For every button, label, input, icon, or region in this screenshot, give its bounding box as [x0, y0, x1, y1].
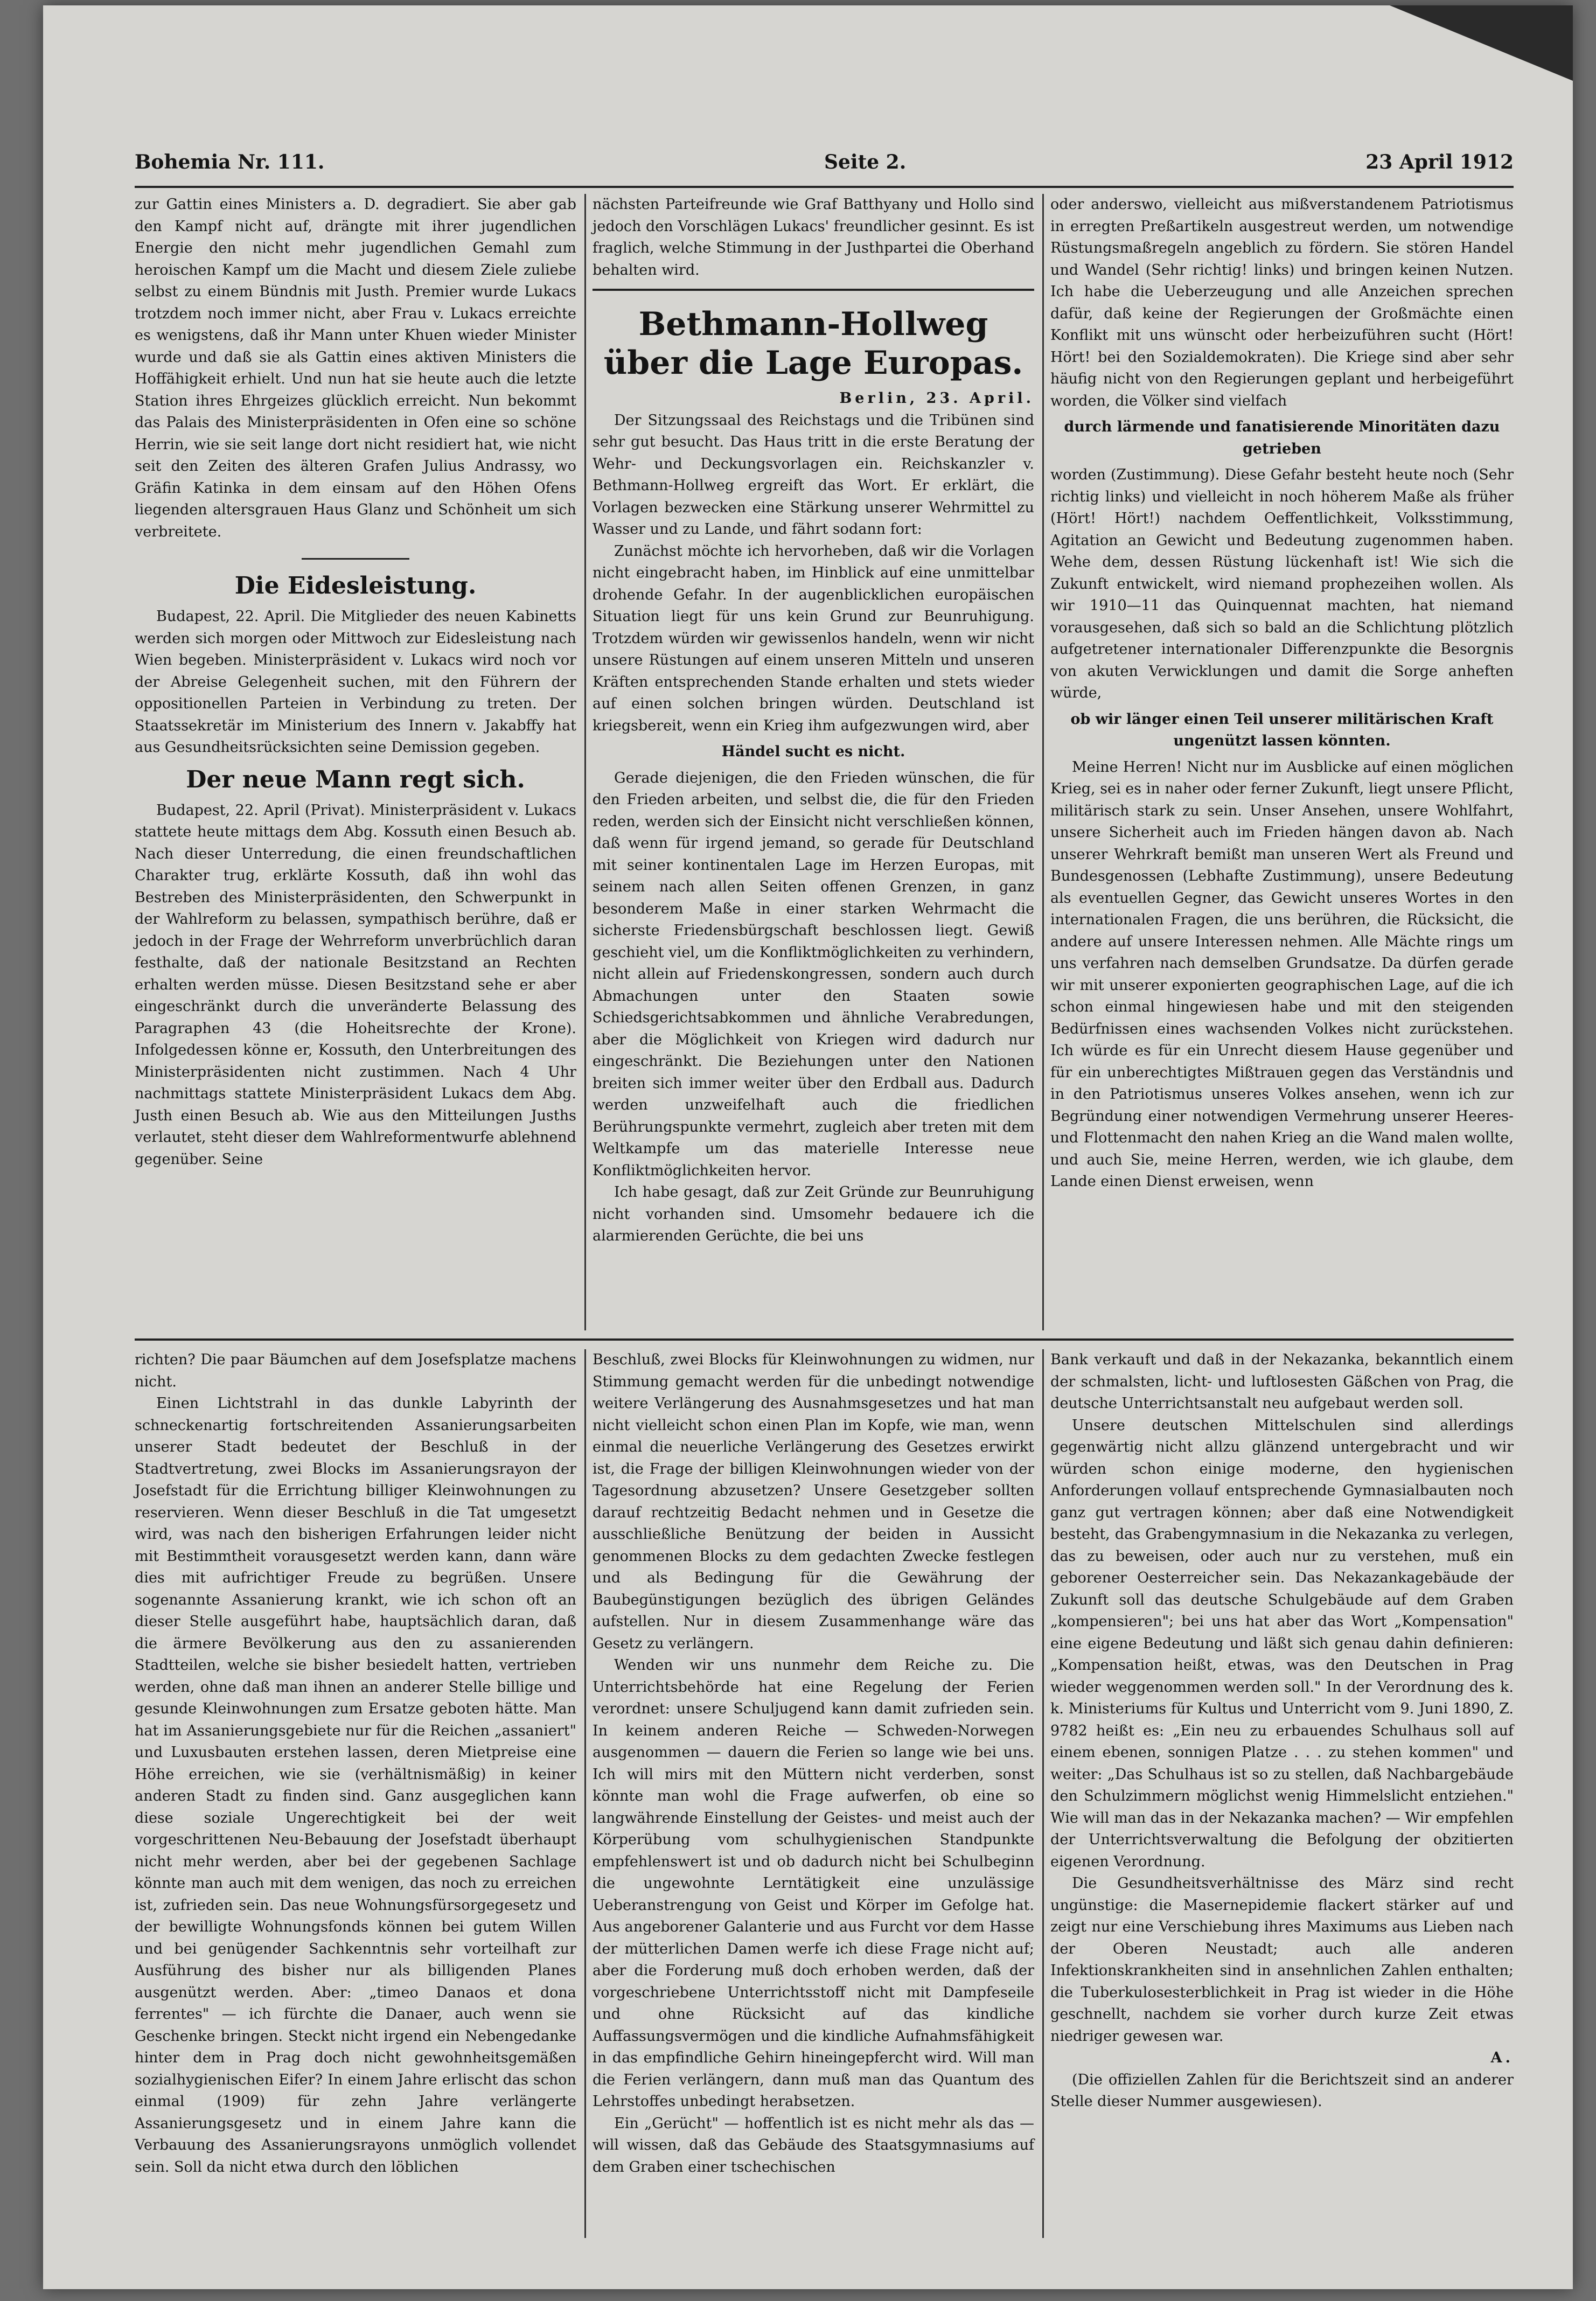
subheading: ob wir länger einen Teil unserer militärischen Kraft ungenützt lassen könnten. [1070, 710, 1494, 749]
article-paragraph: Ich habe gesagt, daß zur Zeit Gründe zur Beunruhigung nicht vorhanden sind. Umsomehr bedauere ich die alarmierenden Gerüchte, die bei uns [593, 1184, 1034, 1244]
author-signature: A. [1490, 2049, 1514, 2066]
article-paragraph: Wenden wir uns nunmehr dem Reiche zu. Die Unterrichtsbehörde hat eine Regelung der Ferien verordnet: unsere Schuljugend kann damit zufrieden sein. In keinem anderen Reiche — Schweden-Norwegen ausgenommen — dauern die Ferien so lange wie bei uns. Ich will mirs mit den Müttern nicht verderben, sonst könnte man wohl die Frage aufwerfen, ob eine so langwährende Einstellung der Geistes- und meist auch der Körperübung vom schulhygienischen Standpunkte empfehlenswert ist und ob dadurch nicht bei Schulbeginn die ungewohnte Lerntätigkeit eine unzulässige Ueberanstrengung von Geist und Körper im Gefolge hat. Aus angeborener Galanterie und aus Furcht vor dem Hasse der mütterlichen Damen werfe ich diese Frage nicht auf; aber die Forderung muß doch erhoben werden, daß der vorgeschriebene Unterrichtsstoff nicht mit Dampfeseile und ohne Rücksicht auf das kindliche Auffassungsvermögen und die kindliche Aufnahmsfähigkeit in das empfindliche Gehirn hineingepfercht wird. Will man die Ferien verlängern, dann muß man das Quantum des Lehrstoffes unbedingt herabsetzen. [593, 1657, 1034, 2110]
article-paragraph: Budapest, 22. April. Die Mitglieder des neuen Kabinetts werden sich morgen oder Mittwoch zur Eidesleistung nach Wien begeben. Ministerpräsident v. Lukacs wird noch vor der Abreise Gelegenheit suchen, mit den Führern der oppositionellen Parteien in Verbindung zu treten. Der Staatssekretär im Ministerium des Innern v. Jakabffy hat aus Gesundheitsrücksichten seine Demission gegeben. [135, 608, 576, 756]
header-rule [135, 186, 1514, 188]
article-paragraph: Bank verkauft und daß in der Nekazanka, bekanntlich einem der schmalsten, licht- und luftlosesten Gäßchen von Prag, die deutsche Unterrichtsanstalt neu aufgebaut werden soll. [1050, 1351, 1514, 1412]
article-paragraph: Meine Herren! Nicht nur im Ausblicke auf einen möglichen Krieg, sei es in naher oder ferner Zukunft, liegt unsere Pflicht, militärisch stark zu sein. Unser Ansehen, unsere Wohlfahrt, unsere Sicherheit auch im Frieden hängen davon ab. Nach unserer Wehrkraft bemißt man unseren Wert als Freund und Bundesgenossen (Lebhafte Zustimmung), unsere Bedeutung als eventuellen Gegner, das Gewicht unseres Wortes in den internationalen Fragen, die uns berühren, die Rücksicht, die andere auf unsere Interessen nehmen. Alle Mächte rings um uns verfahren nach demselben Grundsatze. Da dürfen gerade wir mit unserer exponierten geographischen Lage, auf die ich schon einmal hingewiesen habe und mit den steigenden Bedürfnissen eines wachsenden Volkes nicht zurückstehen. Ich würde es für ein Unrecht diesem Hause gegenüber und für ein unberechtigtes Mißtrauen gegen das Verständnis und in den Patriotismus unseres Volkes ansehen, wenn ich zur Begründung einer notwendigen Vermehrung unserer Heeres- und Flottenmacht den nahen Krieg an die Wand malen wollte, und auch Sie, meine Herren, werden, wie ich glaube, dem Lande einen Dienst erweisen, wenn [1050, 758, 1514, 1190]
footnote: (Die offiziellen Zahlen für die Berichtszeit sind an anderer Stelle dieser Nummer ausgewiesen). [1050, 2071, 1514, 2110]
subheading: durch lärmende und fanatisierende Minoritäten dazu getrieben [1064, 419, 1500, 457]
column-divider [1042, 194, 1044, 1330]
newspaper-page [43, 5, 1573, 2289]
article-paragraph: Beschluß, zwei Blocks für Kleinwohnungen zu widmen, nur Stimmung gemacht werden für die unbedingt notwendige weitere Verlängerung des Ausnahmsgesetzes und hat man nicht vielleicht schon einen Plan im Kopfe, wie man, wenn einmal die neuerliche Verlängerung des Gesetzes erwirkt ist, die Frage der billigen Kleinwohnungen wieder von der Tagesordnung abzusetzen? Unsere Gesetzgeber sollten darauf rechtzeitig Bedacht nehmen und in Gesetze die ausschließliche Benützung der beiden in Aussicht genommenen Blocks zu dem gedachten Zwecke festlegen und als Bedingung für die Gewährung der Baubegünstigungen bezüglich des übrigen Geländes aufstellen. Nur in diesem Zusammenhange wäre das Gesetz zu verlängern. [593, 1351, 1034, 1652]
article-paragraph: Unsere deutschen Mittelschulen sind allerdings gegenwärtig nicht allzu glänzend untergebracht und wir würden schon einige moderne, den hygienischen Anforderungen vollauf entsprechende Gymnasialbauten noch ganz gut vertragen können; aber daß eine Notwendigkeit besteht, das Grabengymnasium in die Nekazanka zu verlegen, das zu beweisen, oder auch nur zu verstehen, muß ein geborener Oesterreicher sein. Das Nekazankagebäude der Zukunft soll das deutsche Schulgebäude auf dem Graben „kompensieren"; bei uns hat aber das Wort „Kompensation" eine eigene Bedeutung und läßt sich genau dahin definieren: „Kompensation heißt, etwas, was den Deutschen in Prag wieder weggenommen werden soll." In der Verordnung des k. k. Ministeriums für Kultus und Unterricht vom 9. Juni 1890, Z. 9782 heißt es: „Ein neu zu erbauendes Schulhaus soll auf einem ebenen, sonnigen Platze . . . zu stehen kommen" und weiter: „Das Schulhaus ist so zu stellen, daß Nachbargebäude den Schulzimmern möglichst wenig Himmelslicht entziehen." Wie will man das in der Nekazanka machen? — Wir empfehlen der Unterrichtsverwaltung die Befolgung der obzitierten eigenen Verordnung. [1050, 1417, 1514, 1870]
column-3-upper [1050, 194, 1514, 1193]
article-paragraph: Der Sitzungssaal des Reichstags und die Tribünen sind sehr gut besucht. Das Haus tritt in die erste Beratung der Wehr- und Deckungsvorlagen ein. Reichskanzler v. Bethmann-Hollweg ergreift das Wort. Er erklärt, die Vorlagen bezwecken eine Stärkung unserer Wehrmittel zu Wasser und zu Lande, und fährt sodann fort: [593, 412, 1034, 538]
column-divider [584, 194, 586, 1330]
article-paragraph: Die Gesundheitsverhältnisse des März sind recht ungünstige: die Masernepidemie flackert stärker auf und zeigt nur eine Verschiebung ihres Maximums aus Lieben nach der Oberen Neustadt; auch alle anderen Infektionskrankheiten sind in ansehnlichen Zahlen enthalten; die Tuberkulosesterblichkeit in Prag ist wieder in die Höhe geschnellt, nachdem sie vorher durch kurze Zeit etwas niedriger gewesen war. [1050, 1875, 1514, 2045]
column-divider [1042, 1349, 1044, 2238]
headline-bethmann-hollweg: Bethmann-Hollweg über die Lage Europas. [603, 305, 1023, 382]
column-1-upper [135, 194, 576, 1170]
column-divider [584, 1349, 586, 2238]
folded-corner [1390, 5, 1573, 81]
article-paragraph: zur Gattin eines Ministers a. D. degradiert. Sie aber gab den Kampf nicht auf, drängte mit ihrer jugendlichen Energie den nicht mehr jugendlichen Gemahl zum heroischen Kampf um die Macht und diesem Ziele zuliebe selbst zu einem Bündnis mit Justh. Premier wurde Lukacs trotzdem noch immer nicht, aber Frau v. Lukacs erreichte es wenigstens, daß ihr Mann unter Khuen wieder Minister wurde und daß sie als Gattin eines aktiven Ministers die Hoffähigkeit erhielt. Und nun hat sie heute auch die letzte Station ihres Ehrgeizes glücklich erreicht. Nun bekommt das Palais des Ministerpräsidenten in Ofen eine so schöne Herrin, wie sie seit lange dort nicht residiert hat, wie nicht seit den Zeiten des älteren Grafen Julius Andrassy, wo Gräfin Katinka in dem einsam auf den Höhen Ofens liegenden altersgrauen Haus Glanz und Schönheit um sich verbreitete. [135, 196, 576, 540]
headline-block [593, 289, 1034, 382]
headline-eidesleistung: Die Eidesleistung. [234, 572, 477, 599]
article-paragraph: Zunächst möchte ich hervorheben, daß wir die Vorlagen nicht eingebracht haben, im Hinblick auf eine unmittelbar drohende Gefahr. In der augenblicklichen europäischen Situation liegt für uns kein Grund zur Beunruhigung. Trotzdem würden wir gewissenlos handeln, wenn wir nicht unsere Rüstungen auf einem unseren Mitteln und unseren Kräften entsprechenden Stande erhalten und stets wieder auf einen solchen bringen würden. Deutschland ist kriegsbereit, wenn ein Krieg ihm aufgezwungen wird, aber [593, 542, 1034, 734]
headline-neue-mann: Der neue Mann regt sich. [186, 765, 525, 793]
section-divider [302, 558, 409, 560]
header-page-number: Seite 2. [824, 151, 907, 173]
column-1-lower [135, 1349, 576, 2178]
article-paragraph: Budapest, 22. April (Privat). Ministerpräsident v. Lukacs stattete heute mittags dem Abg. Kossuth einen Besuch ab. Nach dieser Unterredung, die einen freundschaftlichen Charakter trug, erklärte Kossuth, daß ihn wohl das Bestreben des Ministerpräsidenten, den Schwerpunkt in der Wahlreform zu belassen, sympathisch berühre, daß er jedoch in der Frage der Wehrreform unverbrüchlich daran festhalte, daß der nationale Besitzstand an Rechten erhalten werden müsse. Diesen Besitzstand sehe er aber eingeschränkt durch die unveränderte Belassung des Paragraphen 43 (die Hoheitsrechte der Krone). Infolgedessen könne er, Kossuth, den Unterbreitungen des Ministerpräsidenten nicht zustimmen. Nach 4 Uhr nachmittags stattete Ministerpräsident Lukacs dem Abg. Justh einen Besuch ab. Wie aus den Mitteilungen Jusths verlautet, steht dieser dem Wahlreformentwurfe ablehnend gegenüber. Seine [135, 801, 576, 1168]
article-paragraph: worden (Zustimmung). Diese Gefahr besteht heute noch (Sehr richtig links) und vielleicht in noch höherem Maße als früher (Hört! Hört!) nachdem Oeffentlichkeit, Volksstimmung, Agitation an Gewicht und Bedeutung zugenommen haben. Wehe dem, dessen Rüstung lückenhaft ist! Wie sich die Zukunft entwickelt, wird niemand prophezeihen wollen. Als wir 1910—11 das Quinquennat machten, hat niemand vorausgesehen, daß sich so bald an die Schlichtung plötzlich aufgetretener internationaler Differenzpunkte die Besorgnis von akuten Verwicklungen und damit die Sorge anheften würde, [1050, 466, 1514, 701]
column-3-lower [1050, 1349, 1514, 2113]
column-2-upper [593, 194, 1034, 1247]
feuilleton-rule [135, 1338, 1514, 1341]
subheading: Händel sucht es nicht. [721, 743, 905, 760]
article-paragraph: Ein „Gerücht" — hoffentlich ist es nicht mehr als das — will wissen, daß das Gebäude des Staatsgymnasiums auf dem Graben einer tschechischen [593, 2115, 1034, 2176]
dateline: Berlin, 23. April. [839, 390, 1034, 407]
header-issue: Bohemia Nr. 111. [135, 151, 325, 173]
article-paragraph: richten? Die paar Bäumchen auf dem Josefsplatze machens nicht. [135, 1351, 576, 1390]
page-header [135, 151, 1514, 183]
column-2-lower [593, 1349, 1034, 2178]
article-paragraph: Gerade diejenigen, die den Frieden wünschen, die für den Frieden arbeiten, und selbst die, die für den Frieden reden, werden sich der Einsicht nicht verschließen können, daß wenn für irgend jemand, so gerade für Deutschland mit seiner kontinentalen Lage im Herzen Europas, mit seinem nach allen Seiten offenen Grenzen, in ganz besonderem Maße in einer starken Wehrmacht die sicherste Friedensbürgschaft beschlossen liegt. Gewiß geschieht viel, um die Konfliktmöglichkeiten zu verhindern, nicht allein auf Friedenskongressen, sondern auch durch Abmachungen unter den Staaten sowie Schiedsgerichtsabkommen und ähnliche Verabredungen, aber die Möglichkeit von Kriegen wird dadurch nur eingeschränkt. Die Beziehungen unter den Nationen breiten sich immer weiter über den Erdball aus. Dadurch werden unzweifelhaft auch die friedlichen Berührungspunkte vermehrt, zugleich aber treten mit dem Weltkampfe um das materielle Interesse neue Konfliktmöglichkeiten hervor. [593, 769, 1034, 1179]
article-paragraph: nächsten Parteifreunde wie Graf Batthyany und Hollo sind jedoch den Vorschlägen Lukacs' freundlicher gesinnt. Es ist fraglich, welche Stimmung in der Justhpartei die Oberhand behalten wird. [593, 196, 1034, 278]
header-date: 23 April 1912 [1365, 151, 1514, 173]
article-paragraph: oder anderswo, vielleicht aus mißverstandenem Patriotismus in erregten Preßartikeln ausgestreut werden, um notwendige Rüstungsmaßregeln angeblich zu fördern. Sie stören Handel und Wandel (Sehr richtig! links) und bringen keinen Nutzen. Ich habe die Ueberzeugung und alle Anzeichen sprechen dafür, daß keine der Regierungen der Großmächte einen Konflikt mit uns wünscht oder herbeizuführen sucht (Hört! Hört! bei den Sozialdemokraten). Die Kriege sind aber sehr häufig nicht von den Regierungen geplant und herbeigeführt worden, die Völker sind vielfach [1050, 196, 1514, 409]
article-paragraph: Einen Lichtstrahl in das dunkle Labyrinth der schneckenartig fortschreitenden Assanierungsarbeiten unserer Stadt bedeutet der Beschluß in der Stadtvertretung, zwei Blocks im Assanierungsrayon der Josefstadt für die Errichtung billiger Kleinwohnungen zu reservieren. Wenn dieser Beschluß in die Tat umgesetzt wird, was nach den bisherigen Erfahrungen leider nicht mit Bestimmtheit vorausgesetzt werden kann, dann wäre dies mit aufrichtiger Freude zu begrüßen. Unsere sogenannte Assanierung krankt, wie ich schon oft an dieser Stelle ausgeführt habe, hauptsächlich daran, daß die ärmere Bevölkerung aus den zu assanierenden Stadtteilen, welche sie bisher besiedelt hatten, vertrieben werden, ohne daß man ihnen an anderer Stelle billige und gesunde Kleinwohnungen zum Ersatze geboten hätte. Man hat im Assanierungsgebiete nur für die Reichen „assaniert" und Luxusbauten erstehen lassen, deren Mietpreise eine Höhe erreichen, wie sie (verhältnismäßig) in keiner anderen Stadt zu finden sind. Ganz ausgeglichen kann diese soziale Ungerechtigkeit bei der weit vorgeschrittenen Neu-Bebauung der Josefstadt überhaupt nicht mehr werden, aber bei der gegebenen Sachlage könnte man auch mit dem wenigen, das noch zu erreichen ist, zufrieden sein. Das neue Wohnungsfürsorgegesetz und der bewilligte Wohnungsfonds können bei gutem Willen und bei genügender Sachkenntnis sehr vorteilhaft zur Ausführung des bisher nur als billigenden Planes ausgenützt werden. Aber: „timeo Danaos et dona ferrentes" — ich fürchte die Danaer, auch wenn sie Geschenke bringen. Steckt nicht irgend ein Nebengedanke hinter dem in Prag doch nicht gewohnheitsgemäßen sozialhygienischen Eifer? In einem Jahre erlischt das schon einmal (1909) für zehn Jahre verlängerte Assanierungsgesetz und in einem Jahre kann die Verbauung des Assanierungsrayons unmöglich vollendet sein. Soll da nicht etwa durch den löblichen [135, 1395, 576, 2176]
